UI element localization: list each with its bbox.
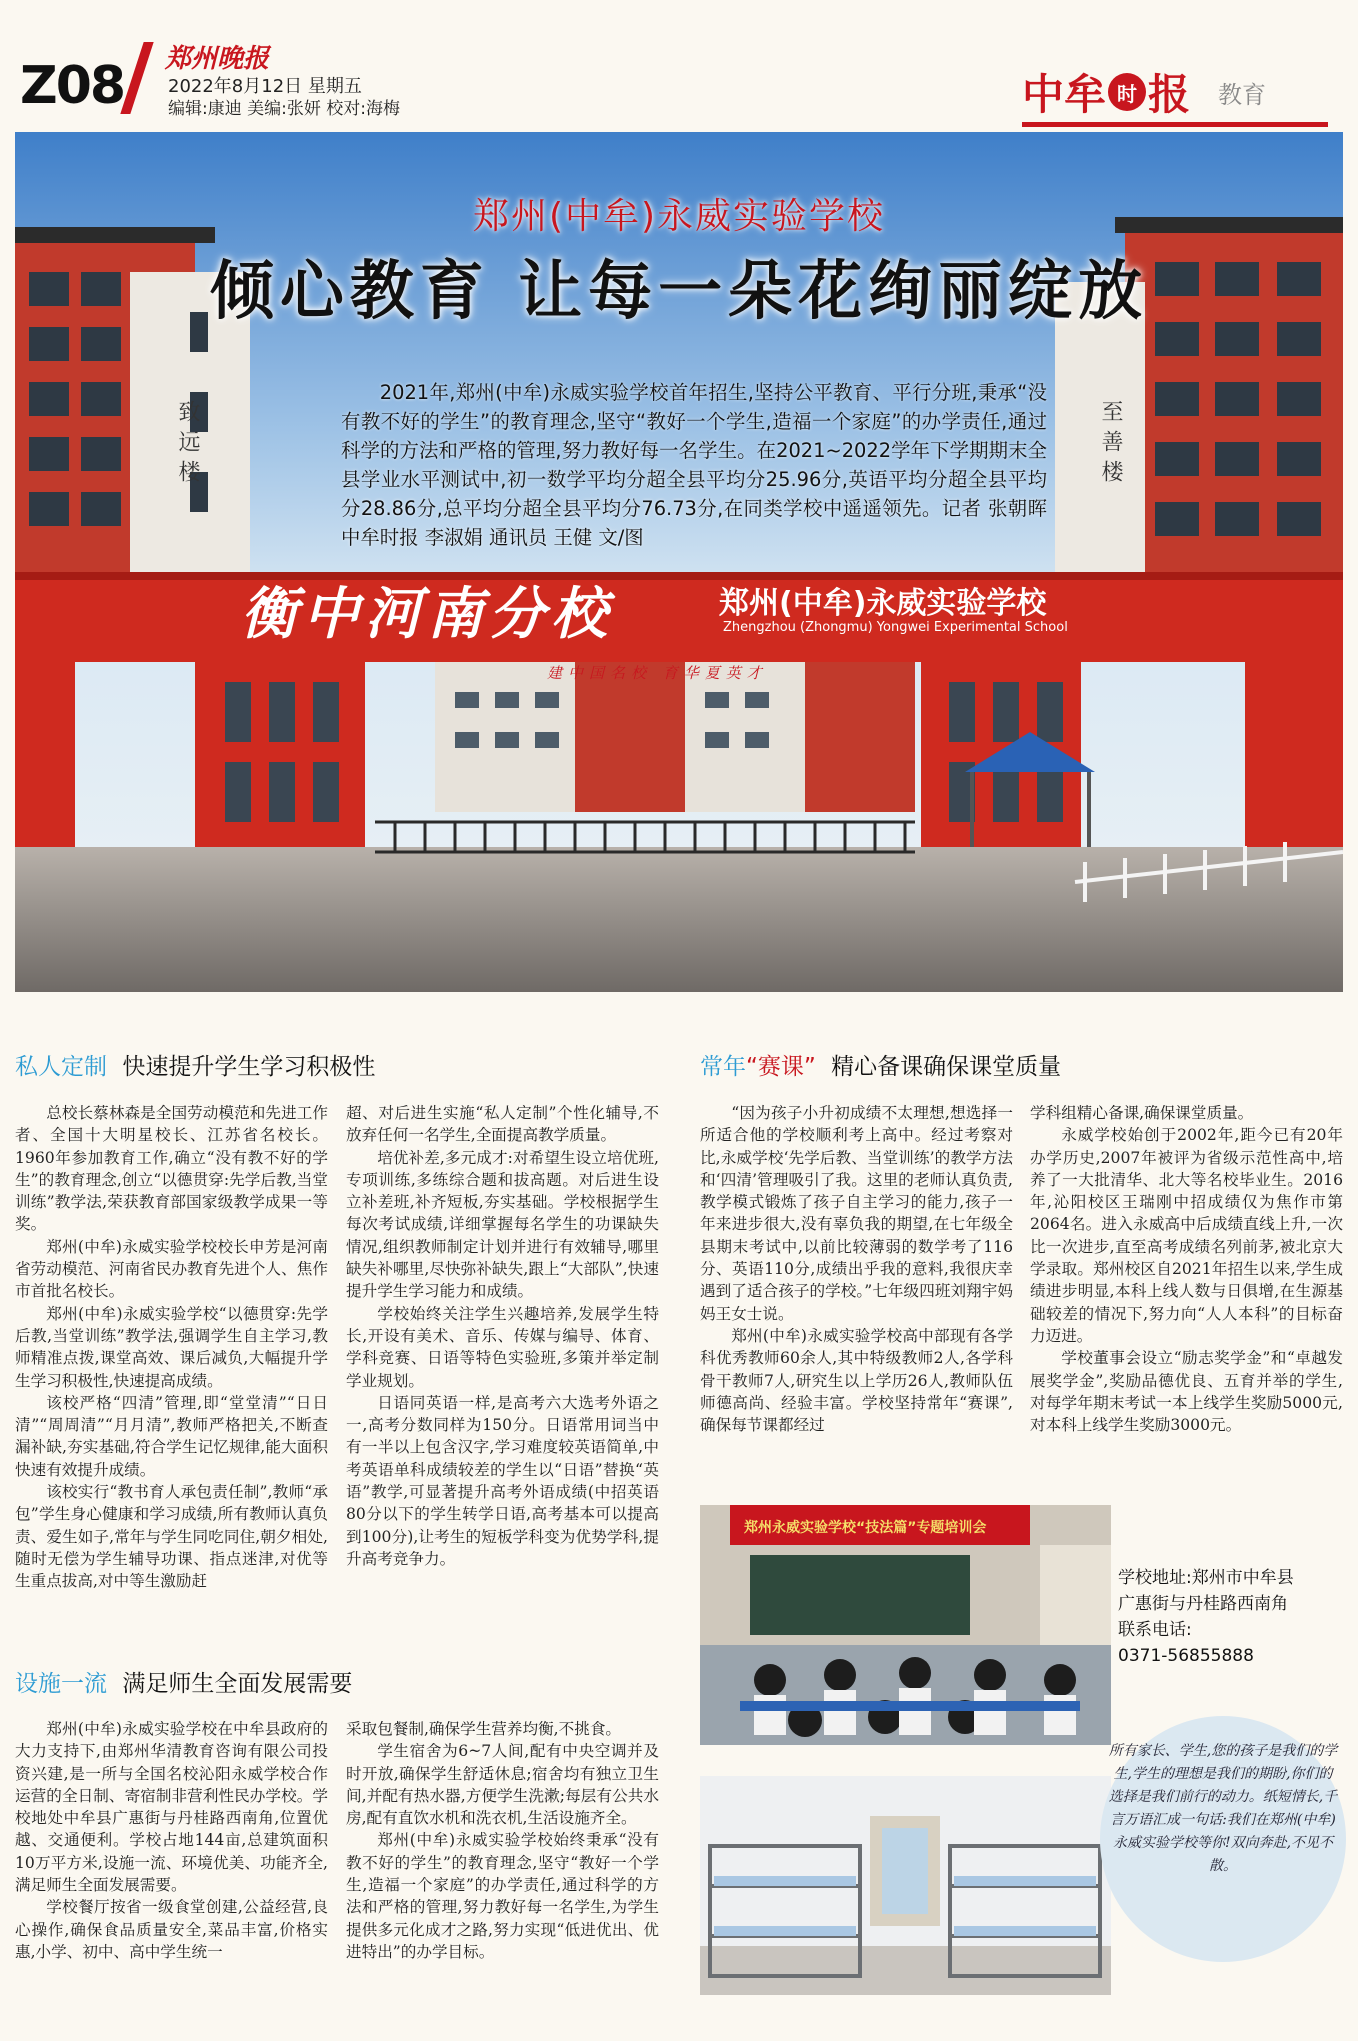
paragraph: 郑州(中牟)永威实验学校在中牟县政府的大力支持下,由郑州华清教育咨询有限公司投资兴建,是一所与全国名校沁阳永威学校合作运营的全日制、寄宿制非营利性民办学校。学校地处中牟县广惠街与丹桂路西南角,位置优越、交通便利。学校占地144亩,总建筑面积10万平方米,设施一流、环境优美、功能齐全,满足师生全面发展需要。 <box>15 1720 328 1895</box>
phone-label: 联系电话: <box>1118 1620 1192 1640</box>
page-number-slash <box>120 42 153 114</box>
section-head-contest <box>700 1048 1061 1081</box>
address-label: 学校地址: <box>1118 1568 1192 1588</box>
address-line2: 广惠街与丹桂路西南角 <box>1118 1594 1288 1614</box>
gate-sign-school-name: 郑州(中牟)永威实验学校 <box>719 586 1047 621</box>
page-header <box>0 0 1358 128</box>
editorial-staff: 编辑:康迪 美编:张妍 校对:海梅 <box>168 99 400 119</box>
brand-underline <box>1022 122 1328 127</box>
brand-text-part3: 报 <box>1148 70 1191 119</box>
dormitory-photo <box>700 1776 1111 1995</box>
dormitory-illustration <box>700 1776 1111 1995</box>
article-column-1 <box>15 1102 328 1593</box>
left-building-name: 致远楼 <box>175 400 200 490</box>
hero-title: 倾心教育 让每一朵花绚丽绽放 <box>209 255 1149 329</box>
school-contact-info <box>1118 1565 1338 1669</box>
paragraph: 学校始终关注学生兴趣培养,发展学生特长,开设有美术、音乐、传媒与编导、体育、学科竞赛、日语等特色实验班,多策并举定制学业规划。 <box>346 1304 659 1390</box>
classroom-illustration <box>700 1505 1111 1745</box>
section-tag-contest-quoted: “赛课” <box>746 1054 816 1080</box>
section-title-facilities: 满足师生全面发展需要 <box>122 1671 353 1697</box>
paragraph: 日语同英语一样,是高考六大选考外语之一,高考分数同样为150分。日语常用词当中有一半以上包含汉字,学习难度较英语简单,中考英语单科成绩较差的学生以“日语”替换“英语”教学,可显著提升高考外语成绩(中招英语80分以下的学生转学日语,高考基本可以提高到100分),让考生的短板学科变为优势学科,提升高考竞争力。 <box>346 1393 659 1568</box>
issue-date: 2022年8月12日 星期五 <box>168 76 362 97</box>
hero-lead-paragraph: 2021年,郑州(中牟)永威实验学校首年招生,坚持公平教育、平行分班,秉承“没有教不好的学生”的教育理念,坚守“教好一个学生,造福一个家庭”的办学责任,通过科学的方法和严格的管理,努力教好每一名学生。在2021~2022学年下学期期末全县学业水平测试中,初一数学平均分超全县平均分25.96分,英语平均分超全县平均分28.86分,总平均分超全县平均分76.73分,在同类学校中遥遥领先。记者 张朝晖 中牟时报 李淑娟 通讯员 王健 文/图 <box>341 381 1047 549</box>
gate-sign-calligraphy: 衡中河南分校 <box>241 581 613 647</box>
article-column-5 <box>15 1718 328 1963</box>
paragraph: 学科组精心备课,确保课堂质量。 <box>1030 1104 1254 1122</box>
section-head-facilities <box>15 1665 352 1698</box>
section-brand <box>1022 62 1266 122</box>
paragraph: 培优补差,多元成才:对希望生设立培优班,专项训练,多练综合题和拔高题。对后进生设立补差班,补齐短板,夯实基础。学校根据学生每次考试成绩,详细掌握每名学生的功课缺失情况,组织教师制定计划并进行有效辅导,哪里缺失补哪里,尽快弥补缺失,跟上“大部队”,快速提升学生学习能力和成绩。 <box>346 1148 659 1301</box>
paragraph: 采取包餐制,确保学生营养均衡,不挑食。 <box>346 1720 622 1738</box>
hero-photo <box>15 132 1343 992</box>
classroom-banner: 郑州永威实验学校“技法篇”专题培训会 <box>744 1520 987 1536</box>
paragraph: 郑州(中牟)永威实验学校高中部现有各学科优秀教师60余人,其中特级教师2人,各学科骨干教师7人,研究生以上学历26人,教师队伍师德高尚、经验丰富。学校坚持常年“赛课”,确保每节课都经过 <box>700 1326 1013 1435</box>
classroom-photo <box>700 1505 1111 1745</box>
paragraph: 总校长蔡林森是全国劳动模范和先进工作者、全国十大明星校长、江苏省名校长。1960年参加教育工作,确立“没有教不好的学生”的教育理念,创立“以德贯穿:先学后教,当堂训练”教学法,荣获教育部国家级教学成果一等奖。 <box>15 1104 328 1234</box>
road-ground <box>15 847 1343 992</box>
section-title-private: 快速提升学生学习积极性 <box>122 1054 376 1080</box>
paragraph: 永威学校始创于2002年,距今已有20年办学历史,2007年被评为省级示范性高中,培养了一大批清华、北大等名校毕业生。2016年,沁阳校区王瑞刚中招成绩仅为焦作市第2064名。进入永威高中后成绩直线上升,一次比一次进步,直至高考成绩名列前茅,被北京大学录取。郑州校区自2021年招生以来,学生成绩进步明显,本科上线人数与日俱增,在生源基础较差的情况下,努力向“人人本科”的目标奋力迈进。 <box>1030 1126 1343 1345</box>
paragraph: 该校实行“教书育人承包责任制”,教师“承包”学生身心健康和学习成绩,所有教师认真负责、爱生如子,常年与学生同吃同住,朝夕相处,随时无偿为学生辅导功课、指点迷津,对优等生重点拔高,对中等生激励赶 <box>15 1483 328 1591</box>
newspaper-masthead: 郑州晚报 <box>165 44 270 74</box>
section-head-private <box>15 1048 375 1081</box>
article-column-2 <box>346 1102 659 1570</box>
section-tag: 教育 <box>1218 80 1267 109</box>
article-column-6 <box>346 1718 659 1963</box>
right-building-name: 至善楼 <box>1098 400 1123 490</box>
article-column-4 <box>1030 1102 1343 1436</box>
gate-sign-english: Zhengzhou (Zhongmu) Yongwei Experimental School <box>723 620 1068 635</box>
section-title-contest: 精心备课确保课堂质量 <box>831 1054 1062 1080</box>
paragraph: 郑州(中牟)永威实验学校校长申芳是河南省劳动模范、河南省民办教育先进个人、焦作市首批名校长。 <box>15 1237 328 1301</box>
paragraph: 学校董事会设立“励志奖学金”和“卓越发展奖学金”,奖励品德优良、五育并举的学生,对每学年期末考试一本上线学生奖励5000元,对本科上线学生奖励3000元。 <box>1030 1349 1343 1435</box>
paragraph: 郑州(中牟)永威实验学校“以德贯穿:先学后教,当堂训练”教学法,强调学生自主学习,教师精准点拨,课堂高效、课后减负,大幅提升学生学习积极性,快速提高成绩。 <box>15 1304 328 1390</box>
address-line1: 郑州市中牟县 <box>1191 1568 1294 1588</box>
brand-text-part1: 中牟 <box>1022 70 1107 119</box>
paragraph: 郑州(中牟)永威实验学校始终秉承“没有教不好的学生”的教育理念,坚守“教好一个学生,造福一个家庭”的办学责任,通过科学的方法和严格的管理,努力教好每一名学生,为学生提供多元化成才之路,努力实现“低进优出、优进特出”的办学目标。 <box>346 1831 659 1961</box>
paragraph: 学校餐厅按省一级食堂创建,公益经营,良心操作,确保食品质量安全,菜品丰富,价格实惠,小学、初中、高中学生统一 <box>15 1898 328 1961</box>
brand-circle-logo: 时 <box>1108 73 1146 111</box>
hero-subtitle: 郑州(中牟)永威实验学校 <box>472 196 886 237</box>
section-tag-private: 私人定制 <box>15 1054 107 1080</box>
inner-campus-banner: 建中国名校 育华夏英才 <box>547 664 768 682</box>
page-number: Z08 <box>20 56 125 116</box>
message-text: 所有家长、学生,您的孩子是我们的学生,学生的理想是我们的期盼,你们的选择是我们前行的动力。纸短情长,千言万语汇成一句话:我们在郑州(中牟)永威实验学校等你!双向奔赴,不见不散。 <box>1108 1743 1338 1874</box>
paragraph: 该校严格“四清”管理,即“堂堂清”“日日清”“周周清”“月月清”,教师严格把关,不断查漏补缺,夯实基础,符合学生记忆规律,能大面积快速有效提升成绩。 <box>15 1393 328 1479</box>
paragraph: 超、对后进生实施“私人定制”个性化辅导,不放弃任何一名学生,全面提高教学质量。 <box>346 1104 659 1145</box>
phone-number: 0371-56855888 <box>1118 1646 1254 1666</box>
paragraph: “因为孩子小升初成绩不太理想,想选择一所适合他的学校顺利考上高中。经过考察对比,永威学校‘先学后教、当堂训练’的教学方法和‘四清’管理吸引了我。这里的老师认真负责,教学模式锻炼了孩子自主学习的能力,孩子一年来进步很大,没有辜负我的期望,在七年级全县期末考试中,以前比较薄弱的数学考了116分、英语110分,成绩出乎我的意料,我很庆幸遇到了适合孩子的学校。”七年级四班刘翔宇妈妈王女士说。 <box>700 1104 1013 1323</box>
paragraph: 学生宿舍为6~7人间,配有中央空调并及时开放,确保学生舒适休息;宿舍均有独立卫生间,并配有热水器,方便学生洗漱;每层有公共水房,配有直饮水机和洗衣机,生活设施齐全。 <box>346 1742 659 1828</box>
section-tag-contest-prefix: 常年 <box>700 1054 746 1080</box>
article-column-3 <box>700 1102 1013 1436</box>
section-tag-facilities: 设施一流 <box>15 1671 107 1697</box>
